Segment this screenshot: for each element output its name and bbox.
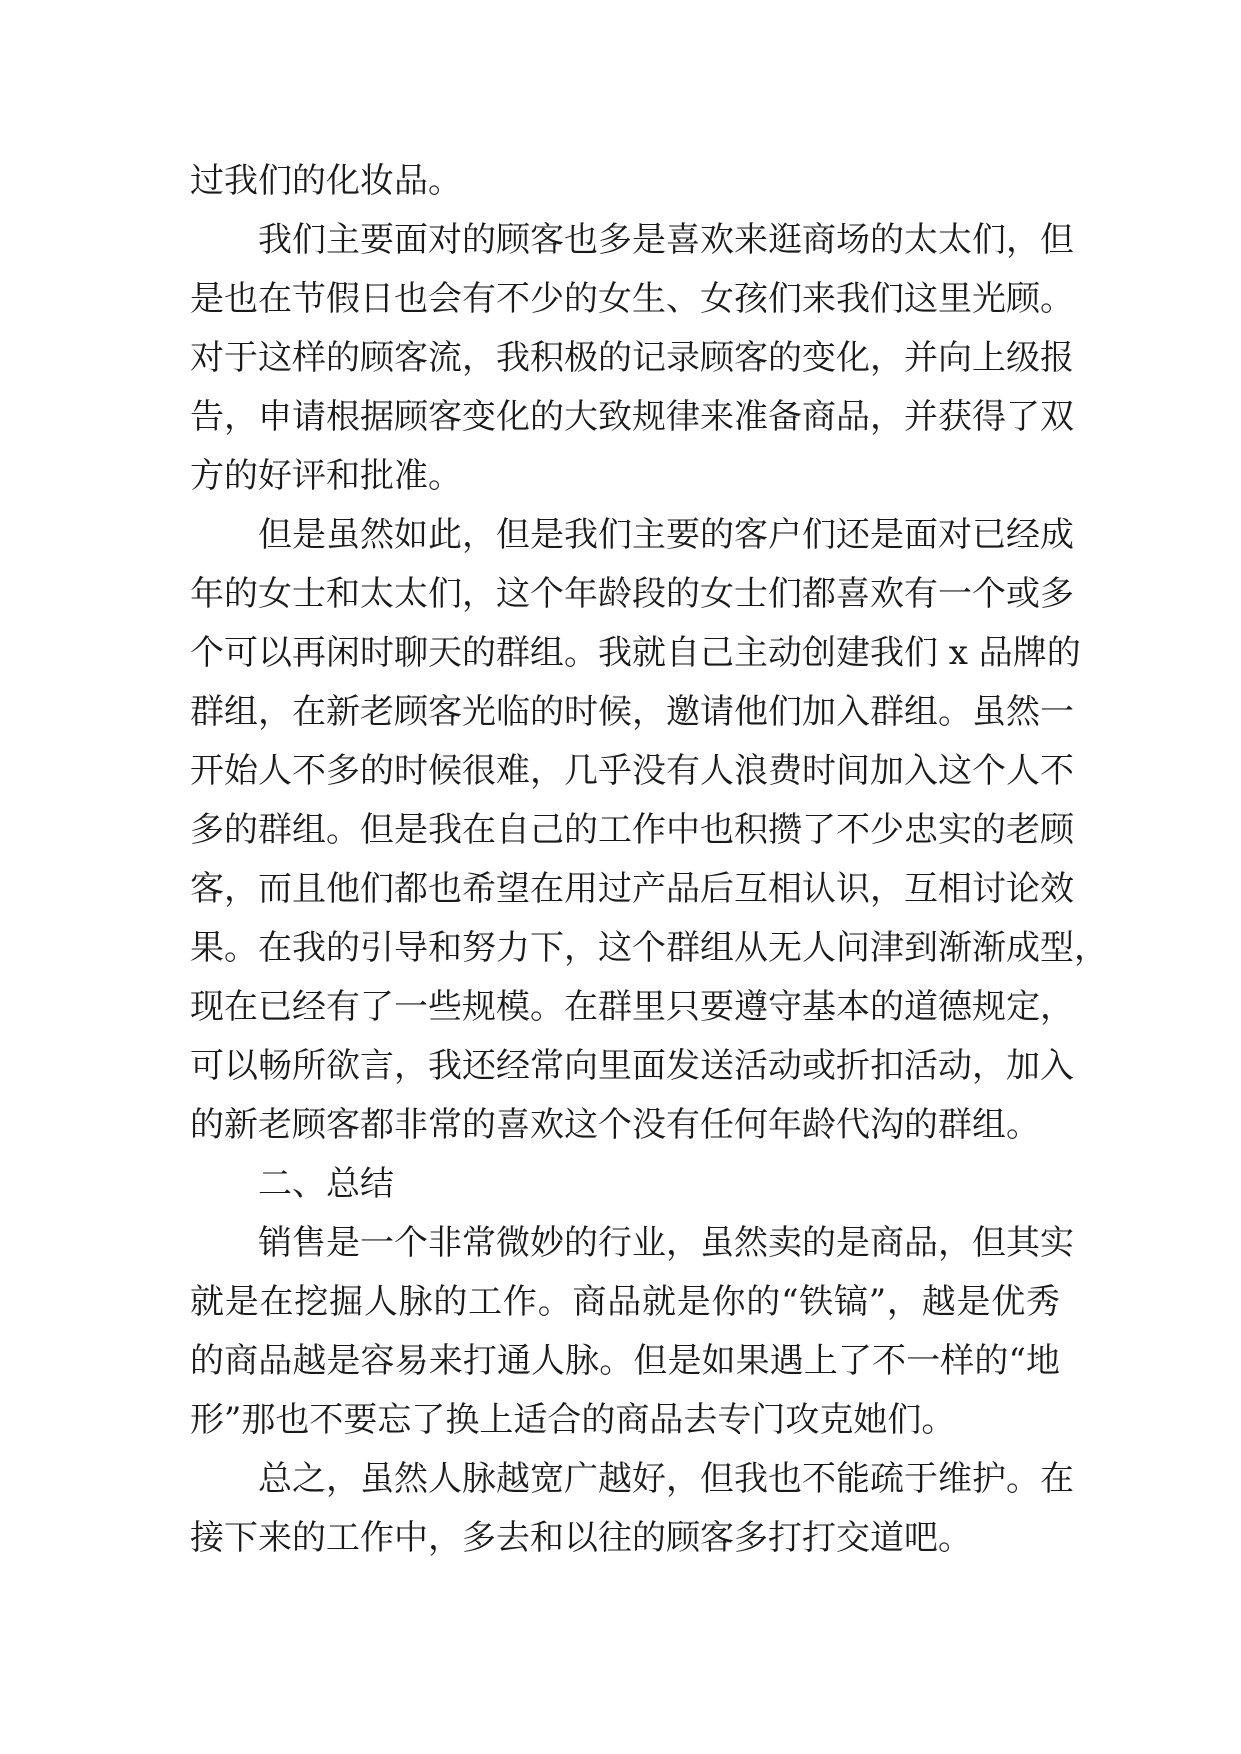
text-line: 多的群组。但是我在自己的工作中也积攒了不少忠实的老顾	[190, 810, 1074, 850]
text-line: 可以畅所欲言，我还经常向里面发送活动或折扣活动，加入	[190, 1046, 1074, 1086]
text-line: 果。在我的引导和努力下，这个群组从无人问津到渐渐成型，	[190, 928, 1108, 968]
text-line: 形”那也不要忘了换上适合的商品去专门攻克她们。	[190, 1400, 956, 1440]
text-line: 二、总结	[258, 1164, 394, 1204]
text-line: 但是虽然如此，但是我们主要的客户们还是面对已经成	[258, 515, 1074, 555]
text-line: 的新老顾客都非常的喜欢这个没有任何年龄代沟的群组。	[190, 1105, 1040, 1145]
text-line: 我们主要面对的顾客也多是喜欢来逛商场的太太们，但	[258, 220, 1074, 260]
text-line: 就是在挖掘人脉的工作。商品就是你的“铁镐”，越是优秀	[190, 1282, 1060, 1322]
text-line: 销售是一个非常微妙的行业，虽然卖的是商品，但其实	[258, 1223, 1074, 1263]
text-line: 个可以再闲时聊天的群组。我就自己主动创建我们 x 品牌的	[190, 633, 1081, 673]
text-line: 的商品越是容易来打通人脉。但是如果遇上了不一样的“地	[190, 1341, 1060, 1381]
text-line: 对于这样的顾客流，我积极的记录顾客的变化，并向上级报	[190, 338, 1074, 378]
document-body	[190, 152, 1108, 1568]
text-line: 方的好评和批准。	[190, 456, 462, 496]
text-line: 过我们的化妆品。	[190, 161, 462, 201]
text-line: 开始人不多的时候很难，几乎没有人浪费时间加入这个人不	[190, 751, 1074, 791]
text-line: 客，而且他们都也希望在用过产品后互相认识，互相讨论效	[190, 869, 1074, 909]
text-line: 总之，虽然人脉越宽广越好，但我也不能疏于维护。在	[258, 1459, 1074, 1499]
text-line: 告，申请根据顾客变化的大致规律来准备商品，并获得了双	[190, 397, 1074, 437]
text-line: 群组，在新老顾客光临的时候，邀请他们加入群组。虽然一	[190, 692, 1074, 732]
text-line: 现在已经有了一些规模。在群里只要遵守基本的道德规定，	[190, 987, 1074, 1027]
text-line: 是也在节假日也会有不少的女生、女孩们来我们这里光顾。	[190, 279, 1074, 319]
text-line: 年的女士和太太们，这个年龄段的女士们都喜欢有一个或多	[190, 574, 1074, 614]
text-line: 接下来的工作中，多去和以往的顾客多打打交道吧。	[190, 1518, 972, 1558]
